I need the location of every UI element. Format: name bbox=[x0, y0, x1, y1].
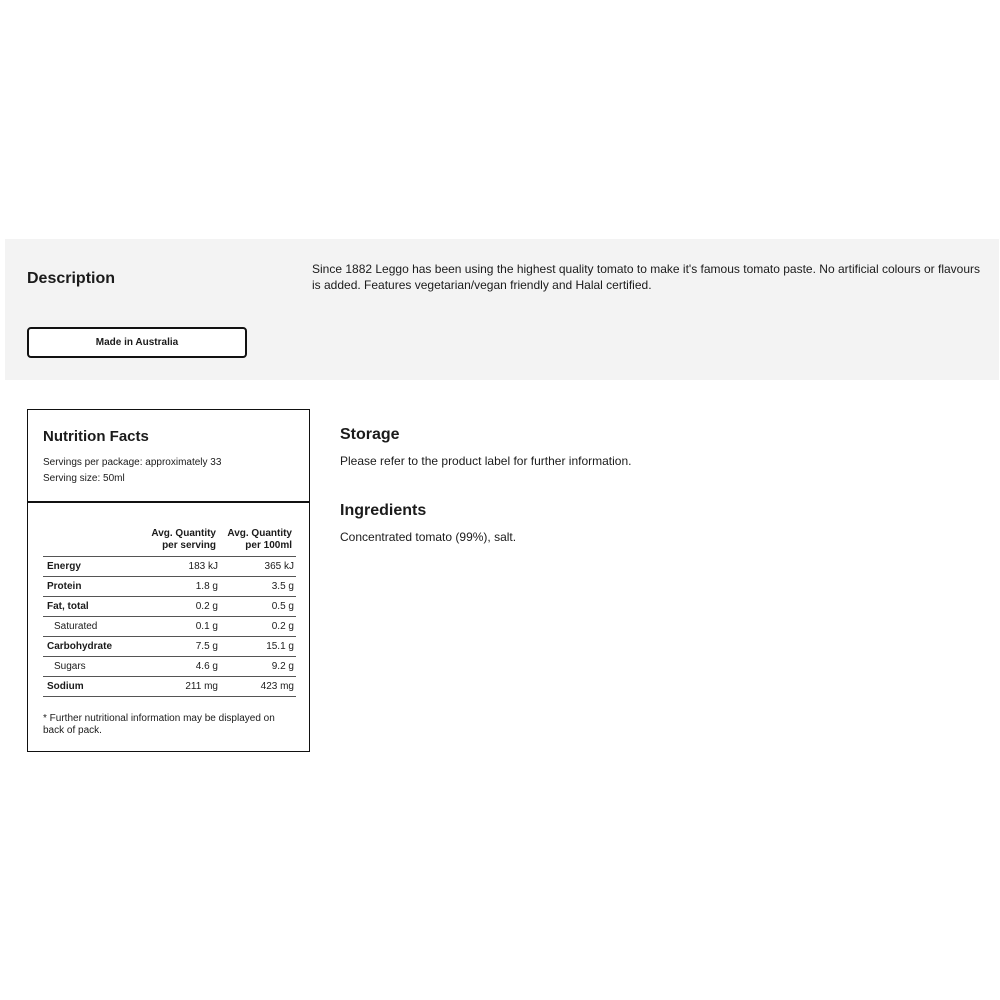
table-row bbox=[43, 637, 296, 657]
nutrient-name: Energy bbox=[43, 557, 142, 577]
nutrition-table bbox=[43, 528, 296, 697]
description-heading: Description bbox=[27, 270, 116, 287]
table-row bbox=[43, 557, 296, 577]
per-serving-value: 183 kJ bbox=[142, 557, 220, 577]
per-serving-value: 4.6 g bbox=[142, 657, 220, 677]
per-serving-value: 1.8 g bbox=[142, 577, 220, 597]
table-row bbox=[43, 577, 296, 597]
per-serving-column-header: Avg. Quantity per serving bbox=[142, 528, 220, 557]
nutrition-footnote: * Further nutritional information may be displayed on back of pack. bbox=[43, 713, 275, 736]
per-100ml-value: 15.1 g bbox=[220, 637, 296, 657]
per-100ml-value: 3.5 g bbox=[220, 577, 296, 597]
description-section bbox=[5, 239, 999, 380]
nutrient-name: Fat, total bbox=[43, 597, 142, 617]
per-serving-value: 0.1 g bbox=[142, 617, 220, 637]
storage-heading: Storage bbox=[340, 426, 400, 443]
per-serving-value: 7.5 g bbox=[142, 637, 220, 657]
per-100ml-value: 0.2 g bbox=[220, 617, 296, 637]
table-row bbox=[43, 597, 296, 617]
ingredients-heading: Ingredients bbox=[340, 502, 427, 519]
per-serving-value: 211 mg bbox=[142, 677, 220, 697]
nutrient-column-header bbox=[43, 528, 142, 557]
storage-text: Please refer to the product label for further information. bbox=[340, 454, 632, 468]
serving-size: Serving size: 50ml bbox=[43, 473, 125, 484]
per-100ml-value: 365 kJ bbox=[220, 557, 296, 577]
nutrient-name: Saturated bbox=[43, 617, 142, 637]
per-100ml-value: 0.5 g bbox=[220, 597, 296, 617]
nutrient-name: Sugars bbox=[43, 657, 142, 677]
per-serving-value: 0.2 g bbox=[142, 597, 220, 617]
nutrient-name: Protein bbox=[43, 577, 142, 597]
per-100ml-column-header: Avg. Quantity per 100ml bbox=[220, 528, 296, 557]
nutrient-name: Sodium bbox=[43, 677, 142, 697]
nutrition-table-header bbox=[43, 528, 296, 557]
description-text: Since 1882 Leggo has been using the highest quality tomato to make it's famous tomato paste. No artificial colours or flavours is added. Features vegetarian/vegan friendly and Halal certified. bbox=[312, 262, 980, 292]
made-in-australia-badge: Made in Australia bbox=[27, 327, 247, 358]
nutrient-name: Carbohydrate bbox=[43, 637, 142, 657]
table-row bbox=[43, 617, 296, 637]
nutrition-divider bbox=[28, 501, 309, 503]
servings-per-package: Servings per package: approximately 33 bbox=[43, 457, 222, 468]
table-row bbox=[43, 677, 296, 697]
per-100ml-value: 9.2 g bbox=[220, 657, 296, 677]
nutrition-facts-panel bbox=[27, 409, 310, 752]
ingredients-text: Concentrated tomato (99%), salt. bbox=[340, 530, 517, 544]
nutrition-facts-title: Nutrition Facts bbox=[43, 428, 149, 445]
per-100ml-value: 423 mg bbox=[220, 677, 296, 697]
table-row bbox=[43, 657, 296, 677]
